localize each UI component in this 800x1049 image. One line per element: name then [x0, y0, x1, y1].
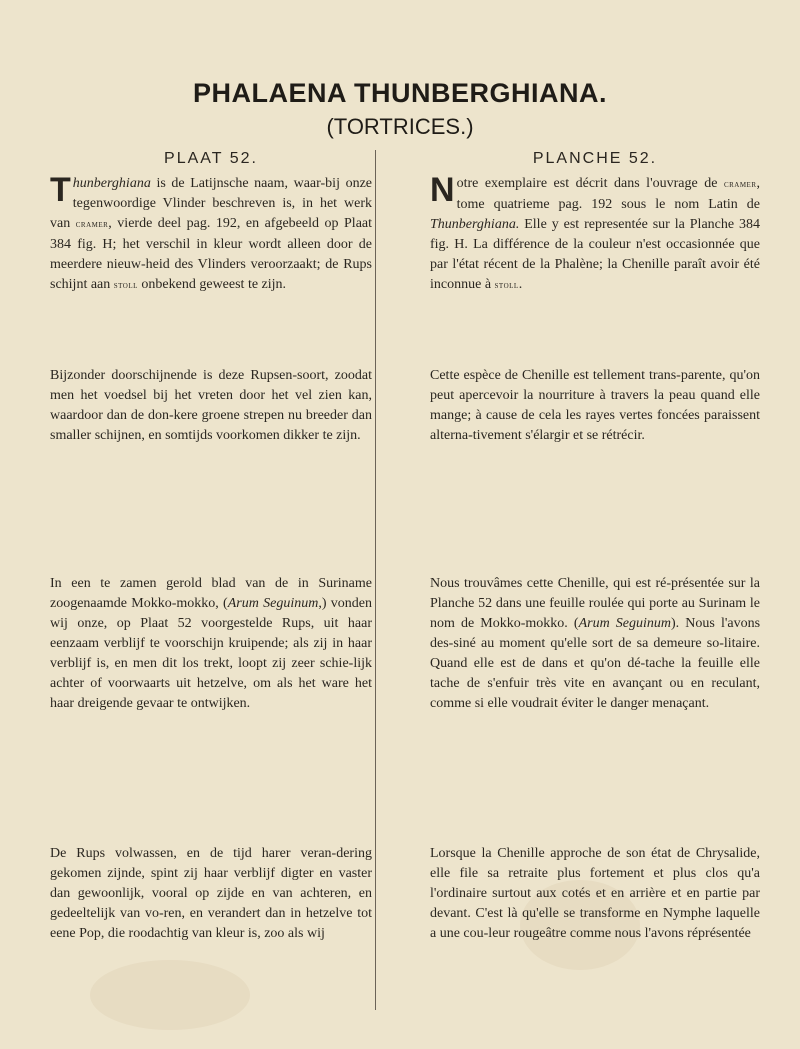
- paragraph-french-2: Cette espèce de Chenille est tellement trans-parente, qu'on peut apercevoir la nourriture à travers la peau quand elle mange; à cause de cela les rayes vertes foncées paraissent alterna-tivement s'élargir et se rétrécir.: [430, 368, 760, 443]
- column-divider: [375, 150, 376, 1010]
- paragraph-french-1: Notre exemplaire est décrit dans l'ouvrage de cramer, tome quatrieme pag. 192 sous le nom Latin de Thunberghiana. Elle y est representée sur la Planche 384 fig. H. La différence de la couleur n'est occasionnée que par l'état récent de la Phalène; la Chenille paraît avoir été inconnue à stoll.: [430, 171, 760, 292]
- author-name: stoll: [494, 280, 519, 291]
- paragraph-french-4: Lorsque la Chenille approche de son état de Chrysalide, elle file sa retraite plus fortement et plus clos qu'a l'ordinaire surtout aux cotés et en arrière et en partie par devant. C'est là qu'elle se transforme en Nymphe laquelle a une cou-leur rougeâtre comme nous l'avons réprésentée: [430, 846, 760, 941]
- plate-heading-dutch: PLAAT 52.: [164, 150, 258, 167]
- column-french: [430, 150, 761, 941]
- paper-stain: [90, 960, 250, 1030]
- paragraph-dutch-4: De Rups volwassen, en de tijd harer veran-dering gekomen zijnde, spint zij haar verblijf digter en vaster dan gewoonlijk, vooral op zijde en van achteren, en gedeeltelijk van vo-ren, en verandert dan in hetzelve tot eene Pop, die roodachtig van kleur is, zoo als wij: [50, 846, 372, 941]
- drop-cap: N: [430, 171, 455, 209]
- paragraph-dutch-1: Thunberghiana is de Latijnsche naam, waar-bij onze tegenwoordige Vlinder beschreven is, in het werk van cramer, vierde deel pag. 192, en afgebeeld op Plaat 384 fig. H; het verschil in kleur wordt alleen door de meerdere nieuw-heid des Vlinders veroorzaakt; de Rups schijnt aan stoll onbekend geweest te zijn.: [50, 171, 373, 292]
- author-name: stoll: [113, 280, 138, 291]
- author-name: cramer: [75, 219, 109, 230]
- paragraph-french-3: Nous trouvâmes cette Chenille, qui est ré-présentée sur la Planche 52 dans une feuille roulée qui porte au Surinam le nom de Mokko-mokko. (Arum Seguinum). Nous l'avons des-siné au moment qu'elle sort de sa demeure so-litaire. Quand elle est de dans et qu'on dé-tache la feuille elle tache de s'enfuir très vite en avançant ou en reculant, comme si elle voudrait éviter le danger menaçant.: [430, 576, 761, 711]
- author-name: cramer: [723, 179, 757, 190]
- drop-cap: T: [50, 171, 71, 209]
- page-subtitle: (TORTRICES.): [326, 114, 474, 139]
- species-name: Thunberghiana.: [430, 217, 520, 232]
- paragraph-dutch-3: In een te zamen gerold blad van de in Suriname zoogenaamde Mokko-mokko, (Arum Seguinum,) vonden wij onze, op Plaat 52 voorgestelde Rups, uit haar eenzaam verblijf te voorschijn kruipende; als zij in haar verblijf is, en men dit los trekt, loopt zij zeer schie-lijk achter of voorwaarts uit hetzelve, om als het ware het haar dreigende gevaar te ontwijken.: [50, 576, 372, 711]
- plant-name: Arum Seguinum: [227, 596, 319, 611]
- page-title: PHALAENA THUNBERGHIANA.: [193, 78, 607, 108]
- paragraph-dutch-2: Bijzonder doorschijnende is deze Rupsen-soort, zoodat men het voedsel bij het vreten door het vel zien kan, waardoor dan de don-kere groene strepen nu breeder dan smaller schijnen, en somtijds voorkomen dikker te zijn.: [50, 368, 372, 443]
- column-dutch: [50, 150, 373, 941]
- species-name: hunberghiana: [72, 176, 151, 191]
- plate-heading-french: PLANCHE 52.: [532, 150, 658, 167]
- plant-name: Arum Seguinum: [578, 616, 672, 631]
